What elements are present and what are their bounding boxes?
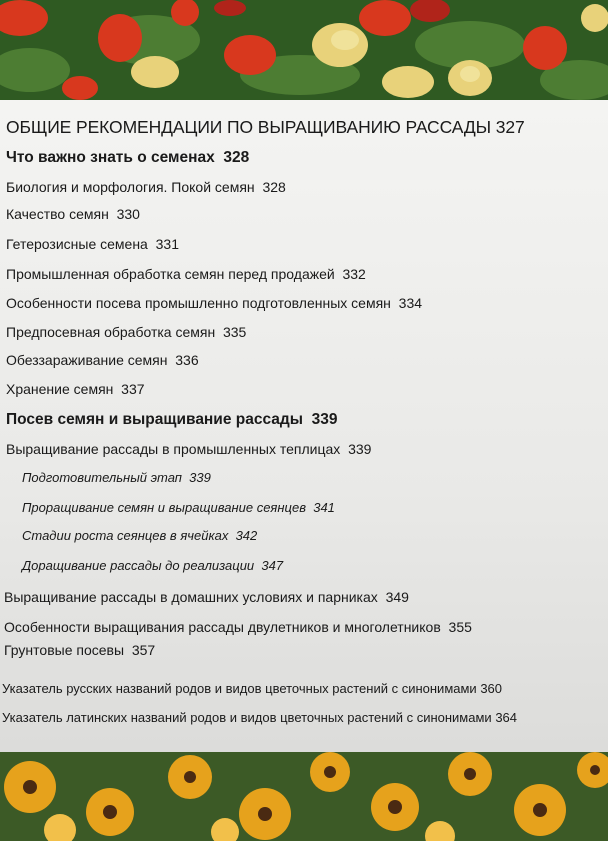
toc-page-number: 341 [313, 500, 335, 515]
toc-entry-text: Доращивание рассады до реализации [22, 558, 255, 573]
toc-entry-text: Стадии роста сеянцев в ячейках [22, 528, 229, 543]
toc-section [6, 150, 249, 166]
toc-entry-text: Проращивание семян и выращивание сеянцев [22, 500, 306, 515]
toc-entry-text: Подготовительный этап [22, 470, 182, 485]
toc-item [2, 711, 517, 724]
toc-item [4, 643, 155, 657]
toc-page-number: 327 [495, 117, 525, 137]
toc-item [6, 325, 246, 339]
toc-page-number: 328 [223, 149, 250, 166]
toc-entry-text: Указатель латинских названий родов и видов цветочных растений с синонимами [2, 710, 492, 725]
toc-entry-text: Выращивание рассады в домашних условиях и парниках [4, 589, 378, 605]
toc-page-number: 334 [398, 295, 423, 311]
toc-page-number: 331 [155, 236, 179, 252]
toc-entry-text: Предпосевная обработка семян [6, 324, 216, 340]
toc-subitem [22, 529, 257, 542]
toc-chapter-title [6, 119, 525, 137]
toc-page-number: 339 [348, 441, 372, 457]
toc-entry-text: ОБЩИЕ РЕКОМЕНДАЦИИ ПО ВЫРАЩИВАНИЮ РАССАДЫ [6, 117, 492, 137]
toc-entry-text: Обеззараживание семян [6, 352, 168, 368]
toc-subitem [22, 559, 283, 572]
toc-page-number: 349 [385, 589, 409, 605]
toc-entry-text: Указатель русских названий родов и видов цветочных растений с синонимами [2, 681, 477, 696]
toc-item [6, 353, 199, 367]
toc-item [6, 296, 422, 310]
toc-page-number: 330 [116, 206, 140, 222]
top-flower-banner [0, 0, 608, 100]
toc-entry-text: Хранение семян [6, 381, 114, 397]
toc-subitem [22, 471, 211, 484]
toc-item [4, 620, 472, 634]
toc-page-number: 335 [222, 324, 247, 340]
toc-entry-text: Что важно знать о семенах [6, 149, 215, 166]
toc-entry-text: Качество семян [6, 206, 109, 222]
toc-entry-text: Грунтовые посевы [4, 642, 125, 658]
toc-page-number: 328 [262, 179, 286, 195]
toc-entry-text: Посев семян и выращивание рассады [6, 411, 303, 428]
toc-page-number: 337 [121, 381, 145, 397]
toc-page-number: 339 [311, 411, 338, 428]
toc-subitem [22, 501, 335, 514]
toc-page-number: 342 [235, 528, 258, 543]
toc-page-number: 364 [495, 710, 518, 725]
toc-page-number: 347 [261, 558, 284, 573]
toc-item [6, 382, 145, 396]
toc-entry-text: Гетерозисные семена [6, 236, 148, 252]
toc-entry-text: Выращивание рассады в промышленных теплицах [6, 441, 341, 457]
toc-page-number: 332 [342, 266, 366, 282]
toc-section [6, 412, 337, 428]
toc-page-number: 339 [189, 470, 211, 485]
celosia-flowers-image [0, 0, 608, 100]
toc-item [6, 237, 179, 251]
toc-entry-text: Особенности посева промышленно подготовленных семян [6, 295, 391, 311]
table-of-contents [0, 100, 608, 752]
toc-item [6, 267, 366, 281]
toc-item [4, 590, 409, 604]
toc-page-number: 355 [448, 619, 472, 635]
toc-item [6, 180, 286, 194]
toc-entry-text: Промышленная обработка семян перед продажей [6, 266, 335, 282]
rudbeckia-flowers-image [0, 752, 608, 841]
toc-page-number: 336 [175, 352, 199, 368]
toc-entry-text: Особенности выращивания рассады двулетников и многолетников [4, 619, 441, 635]
toc-item [6, 442, 371, 456]
toc-page-number: 360 [480, 681, 503, 696]
toc-entry-text: Биология и морфология. Покой семян [6, 179, 255, 195]
toc-item [6, 207, 140, 221]
bottom-flower-banner [0, 752, 608, 841]
toc-item [2, 682, 502, 695]
toc-page-number: 357 [131, 642, 156, 658]
